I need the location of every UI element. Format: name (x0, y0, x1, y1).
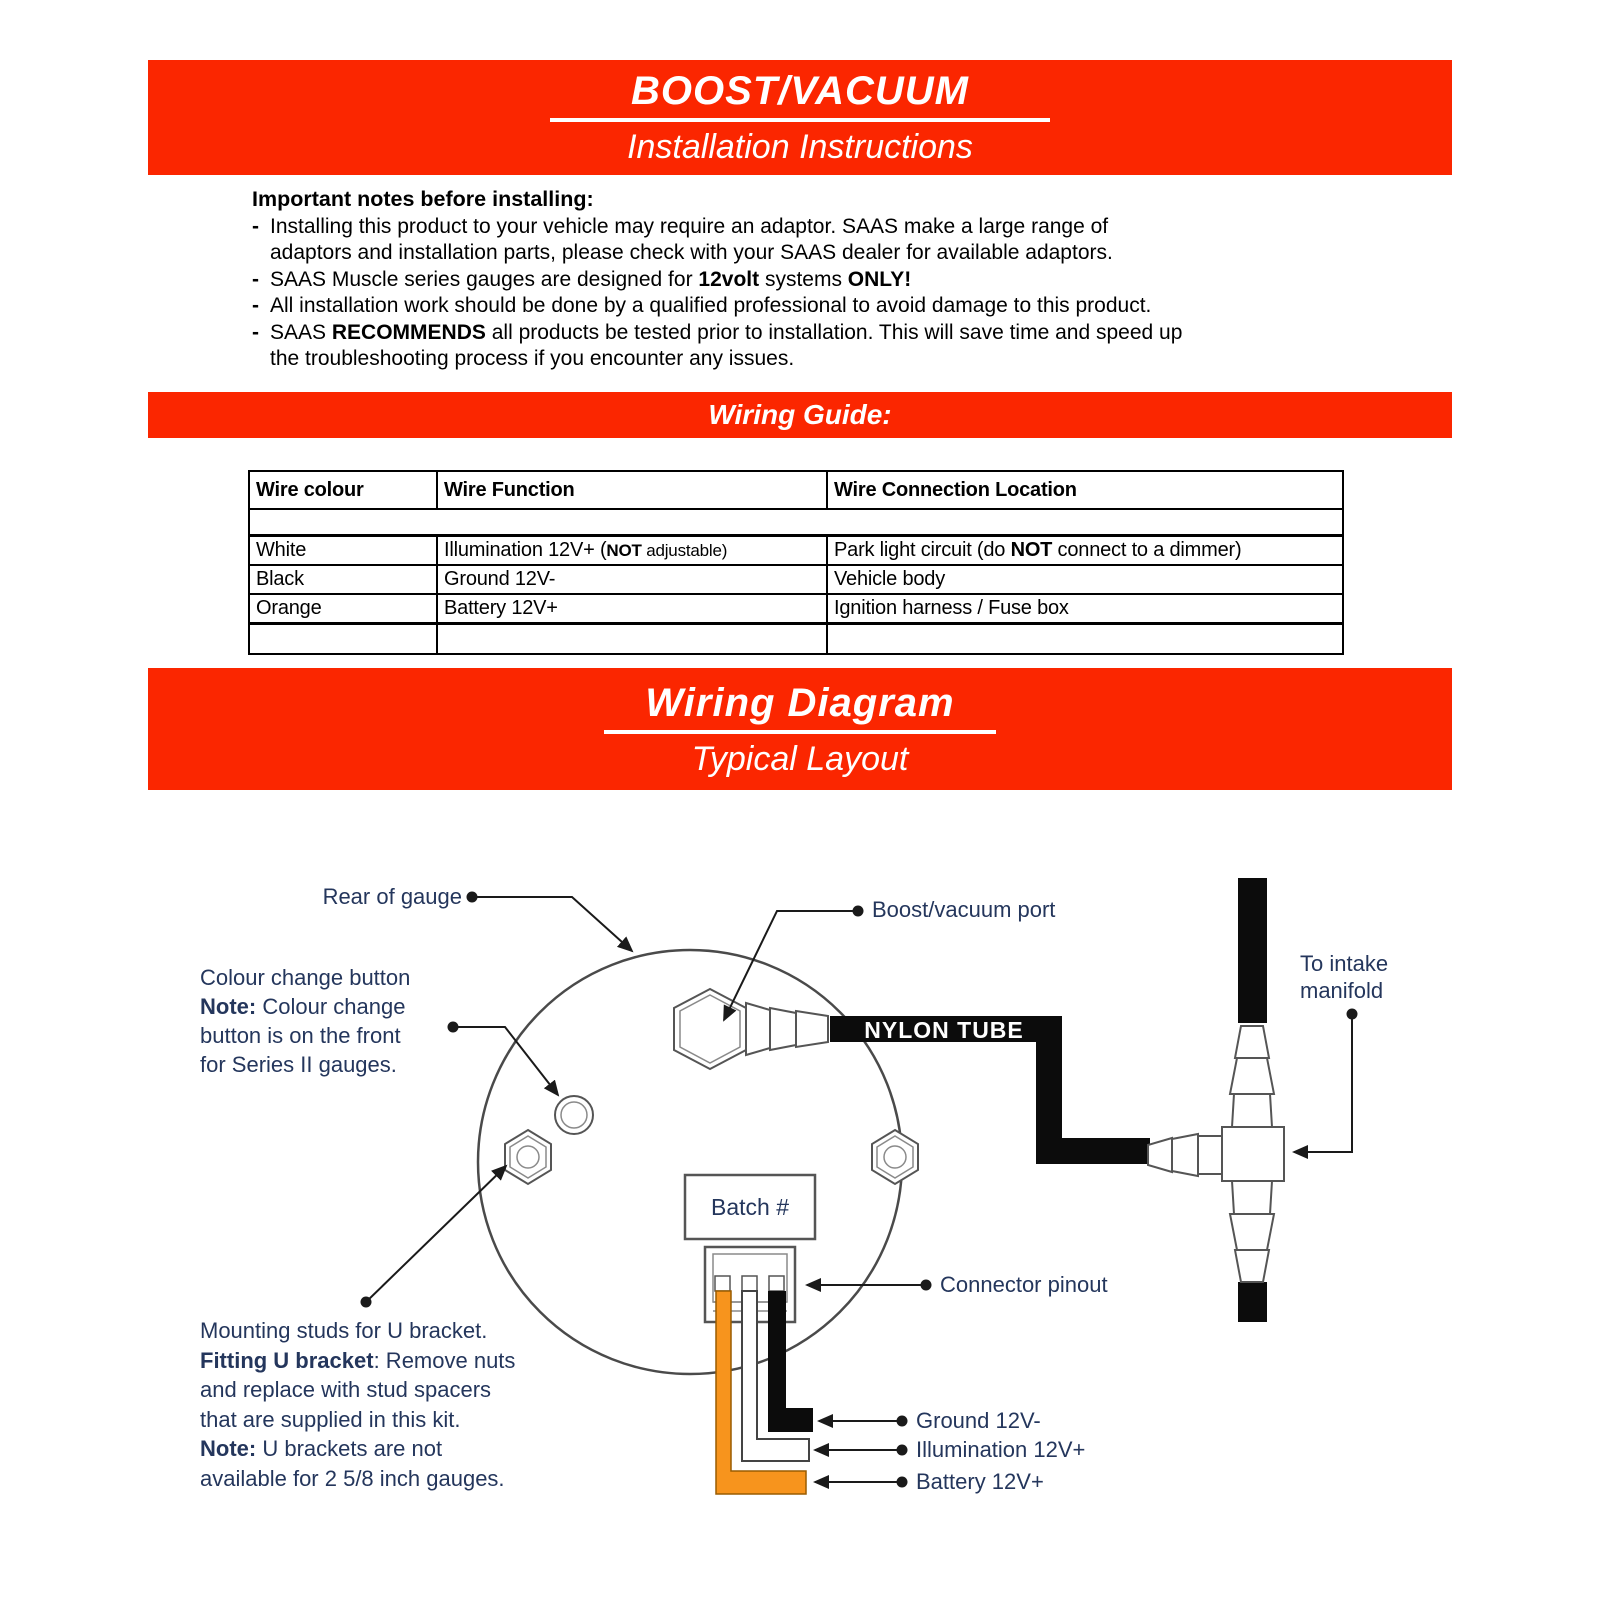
cell-wire-function: Ground 12V- (437, 565, 827, 594)
label-mounting-studs-note: Mounting studs for U bracket. Fitting U bracket: Remove nuts and replace with stud spacers that are supplied in this kit. Note: U brackets are not available for 2 5/8 inch gauges. (200, 1318, 516, 1491)
label-illumination-wire: Illumination 12V+ (916, 1437, 1086, 1462)
note-item: - SAAS Muscle series gauges are designed for 12volt systems ONLY! (252, 267, 912, 291)
label-to-intake-manifold: To intake manifold (1300, 951, 1389, 1003)
wiring-guide-title: Wiring Guide: (708, 399, 892, 430)
label-rear-of-gauge: Rear of gauge (322, 884, 462, 909)
page-title: BOOST/VACUUM (631, 69, 969, 113)
cell-wire-function: Illumination 12V+ (NOT adjustable) (437, 536, 827, 566)
wiring-diagram-subtitle: Typical Layout (691, 739, 909, 778)
wiring-diagram-title: Wiring Diagram (645, 680, 955, 725)
col-header-wire-connection: Wire Connection Location (827, 471, 1343, 509)
cell-wire-location: Park light circuit (do NOT connect to a dimmer) (827, 536, 1343, 566)
page-subtitle: Installation Instructions (627, 128, 973, 166)
label-nylon-tube: NYLON TUBE (864, 1017, 1024, 1043)
label-battery-wire: Battery 12V+ (916, 1469, 1044, 1494)
label-connector-pinout: Connector pinout (940, 1272, 1108, 1297)
tube-to-manifold-bottom (1238, 1282, 1267, 1322)
cell-wire-colour: White (249, 536, 437, 566)
note-item: - SAAS RECOMMENDS all products be tested prior to installation. This will save time and speed up the troubleshooting process if you encounter any issues. (252, 320, 1183, 370)
col-header-wire-colour: Wire colour (249, 471, 437, 509)
cell-wire-colour: Orange (249, 594, 437, 624)
cell-wire-location: Ignition harness / Fuse box (827, 594, 1343, 624)
tube-to-manifold-top (1238, 878, 1267, 1023)
label-ground-wire: Ground 12V- (916, 1408, 1041, 1433)
cell-wire-location: Vehicle body (827, 565, 1343, 594)
label-colour-change-note: Colour change button Note: Colour change button is on the front for Series II gauges. (200, 965, 411, 1077)
label-batch-number: Batch # (711, 1194, 789, 1220)
col-header-wire-function: Wire Function (437, 471, 827, 509)
notes-heading: Important notes before installing: (252, 187, 594, 211)
colour-change-button (555, 1096, 593, 1134)
note-item: - All installation work should be done by a qualified professional to avoid damage to this product. (252, 294, 1152, 317)
tee-fitting (1148, 878, 1284, 1322)
label-boost-vacuum-port: Boost/vacuum port (872, 897, 1056, 922)
note-item: - Installing this product to your vehicle may require an adaptor. SAAS make a large range of adaptors and installation parts, please check with your SAAS dealer for available adaptors. (252, 214, 1113, 264)
cell-wire-colour: Black (249, 565, 437, 594)
cell-wire-function: Battery 12V+ (437, 594, 827, 624)
